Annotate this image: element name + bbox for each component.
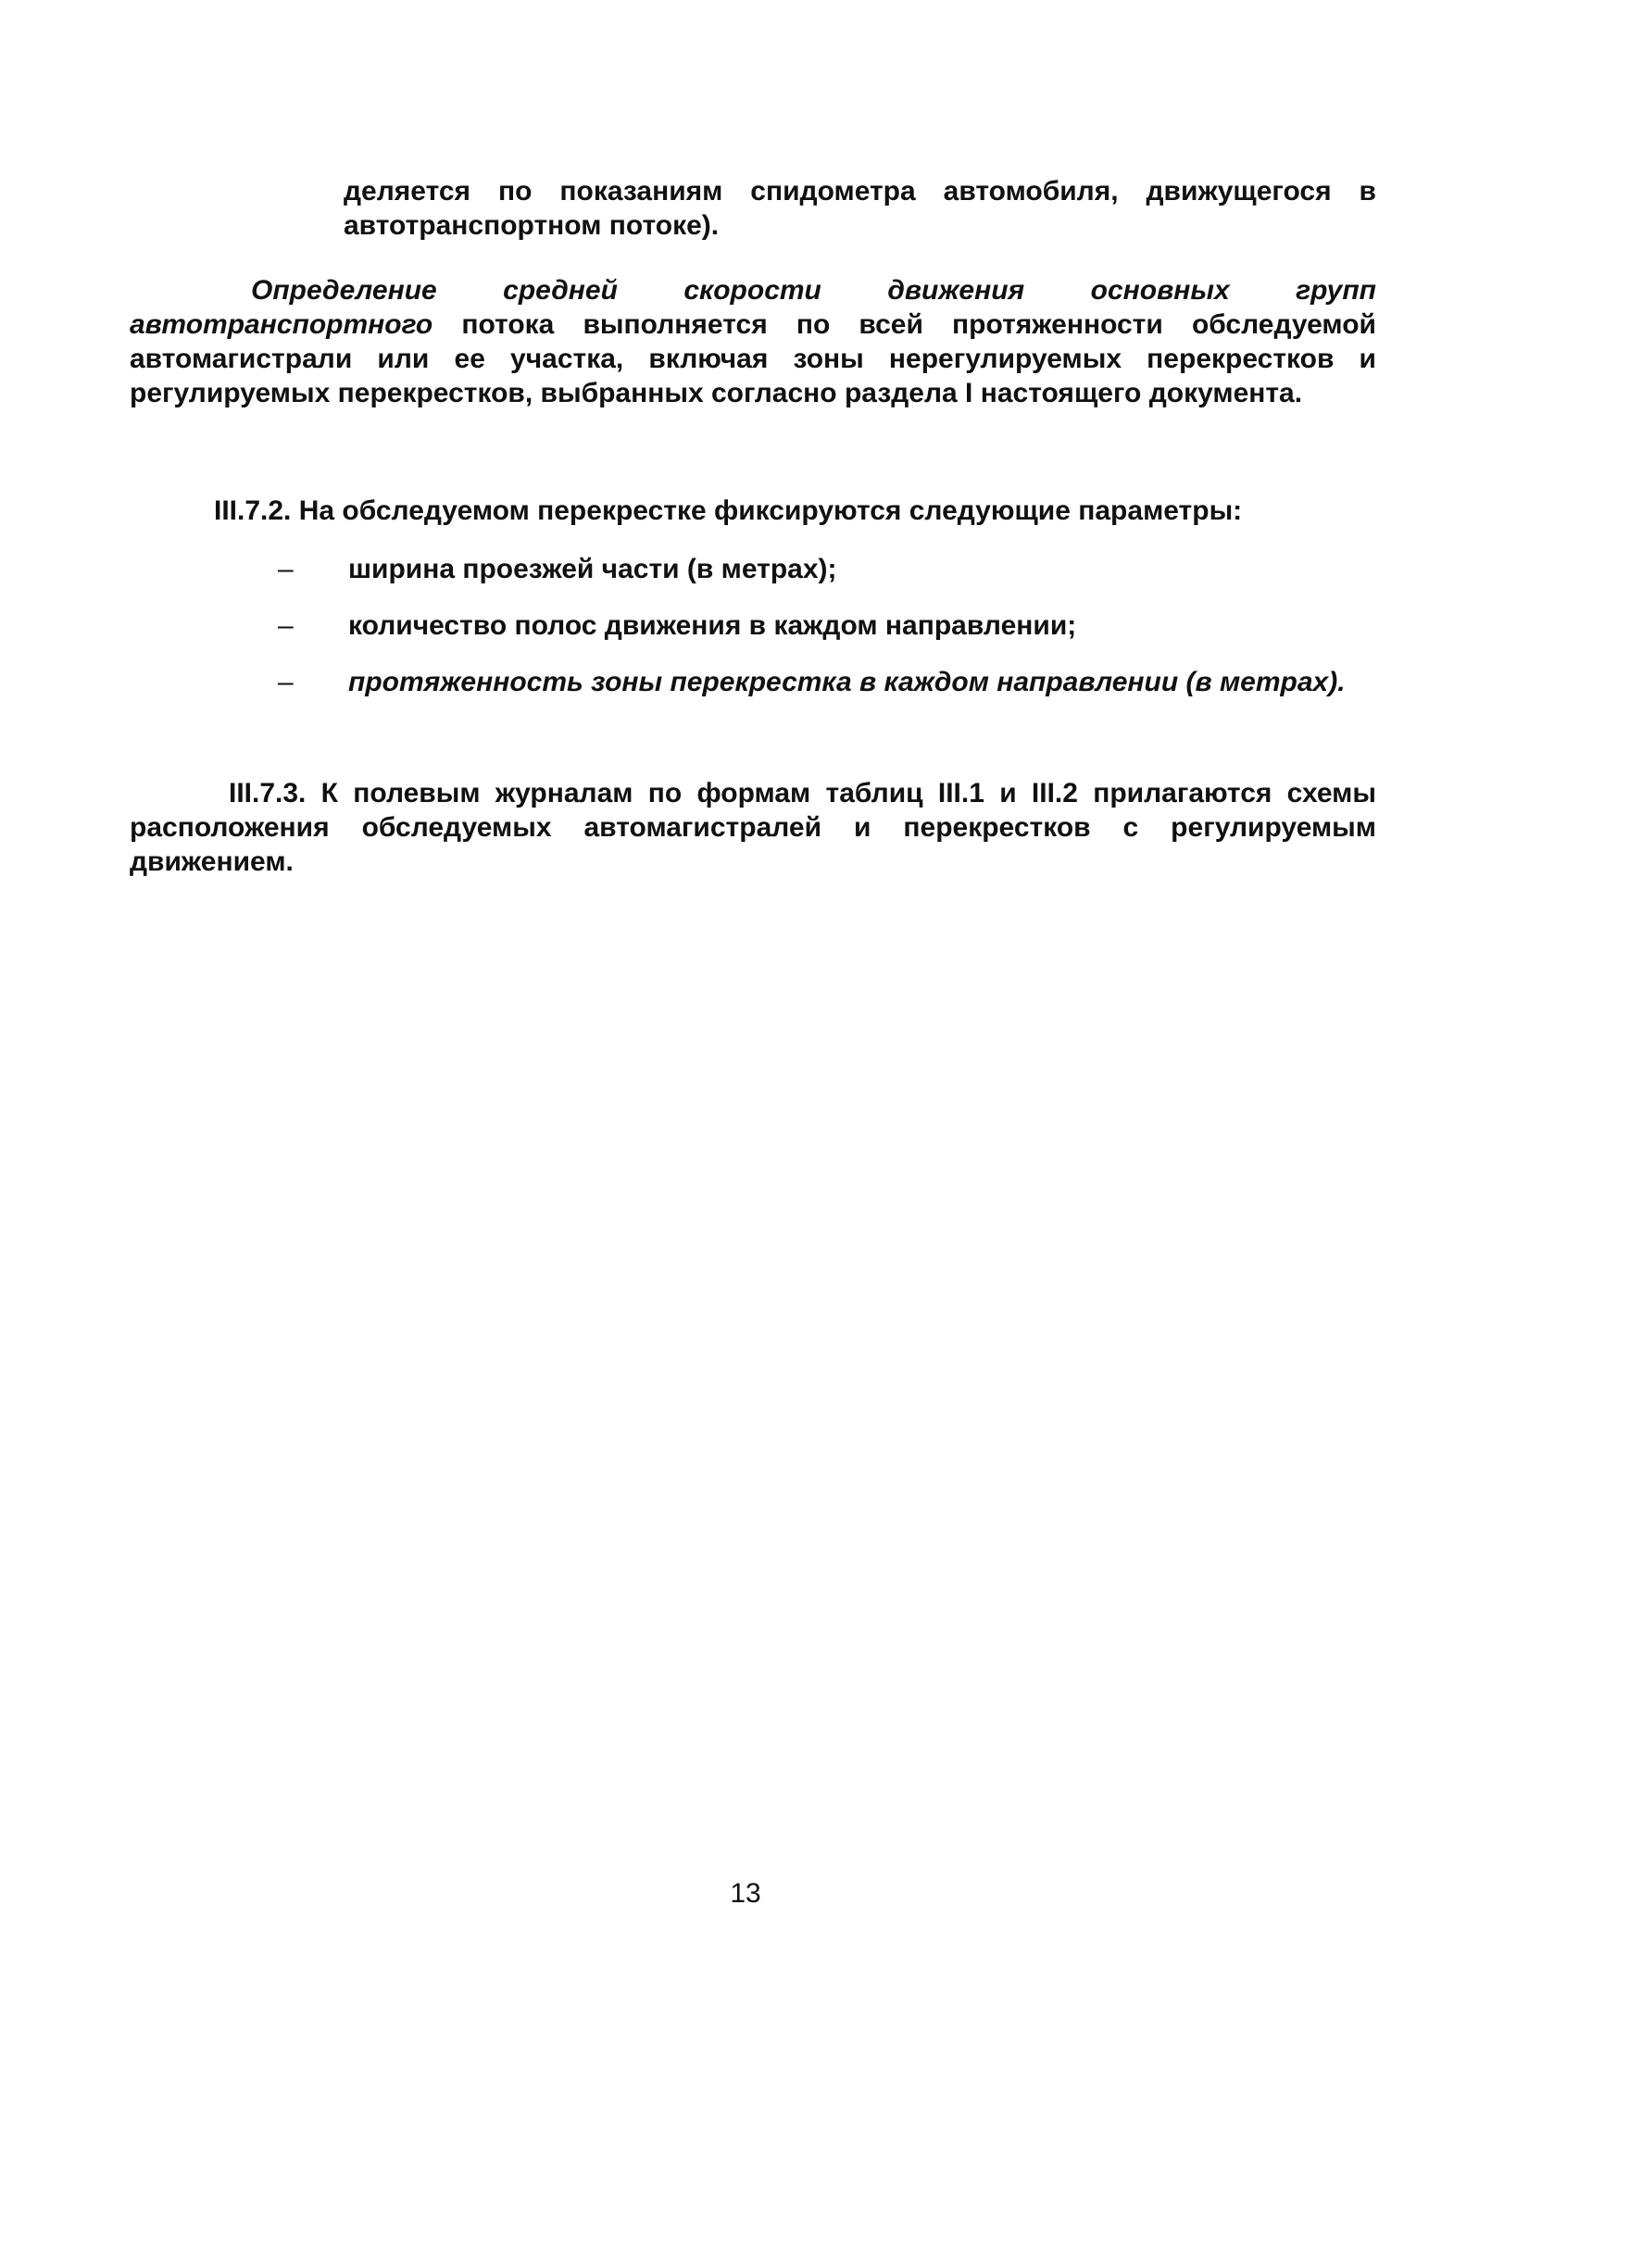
list-dash: – (278, 554, 294, 584)
section-773-paragraph (130, 776, 1376, 879)
list-dash: – (278, 667, 294, 697)
list-item-text: ширина проезжей части (в метрах); (348, 554, 837, 584)
continuation-paragraph: деляется по показаниям спидометра автомобиля, движущегося в автотранспортном потоке). (344, 176, 1376, 241)
list-item-text: количество полос движения в каждом направлении; (348, 610, 1077, 641)
speed-definition-rest: потока выполняется по всей протяженности обследуемой автомагистрали или ее участка, включая зоны нерегулируемых перекрестков и регулируемых перекрестков, выбранных согласно раздела I настоящего документа. (130, 309, 1376, 408)
list-dash: – (278, 610, 294, 641)
section-772-heading-text: III.7.2. На обследуемом перекрестке фиксируются следующие параметры: (214, 495, 1243, 526)
page-number: 13 (730, 1878, 761, 1909)
speed-definition-paragraph (130, 273, 1376, 410)
section-773-text: III.7.3. К полевым журналам по формам таблиц III.1 и III.2 прилагаются схемы расположения обследуемых автомагистралей и перекрестков с регулируемым движением. (130, 778, 1376, 877)
speed-definition-lead: Определение средней скорости движения основных групп автотранспортного (130, 275, 1376, 340)
list-item-text: протяженность зоны перекрестка в каждом направлении (в метрах). (348, 667, 1346, 697)
section-772-heading (130, 494, 1376, 528)
